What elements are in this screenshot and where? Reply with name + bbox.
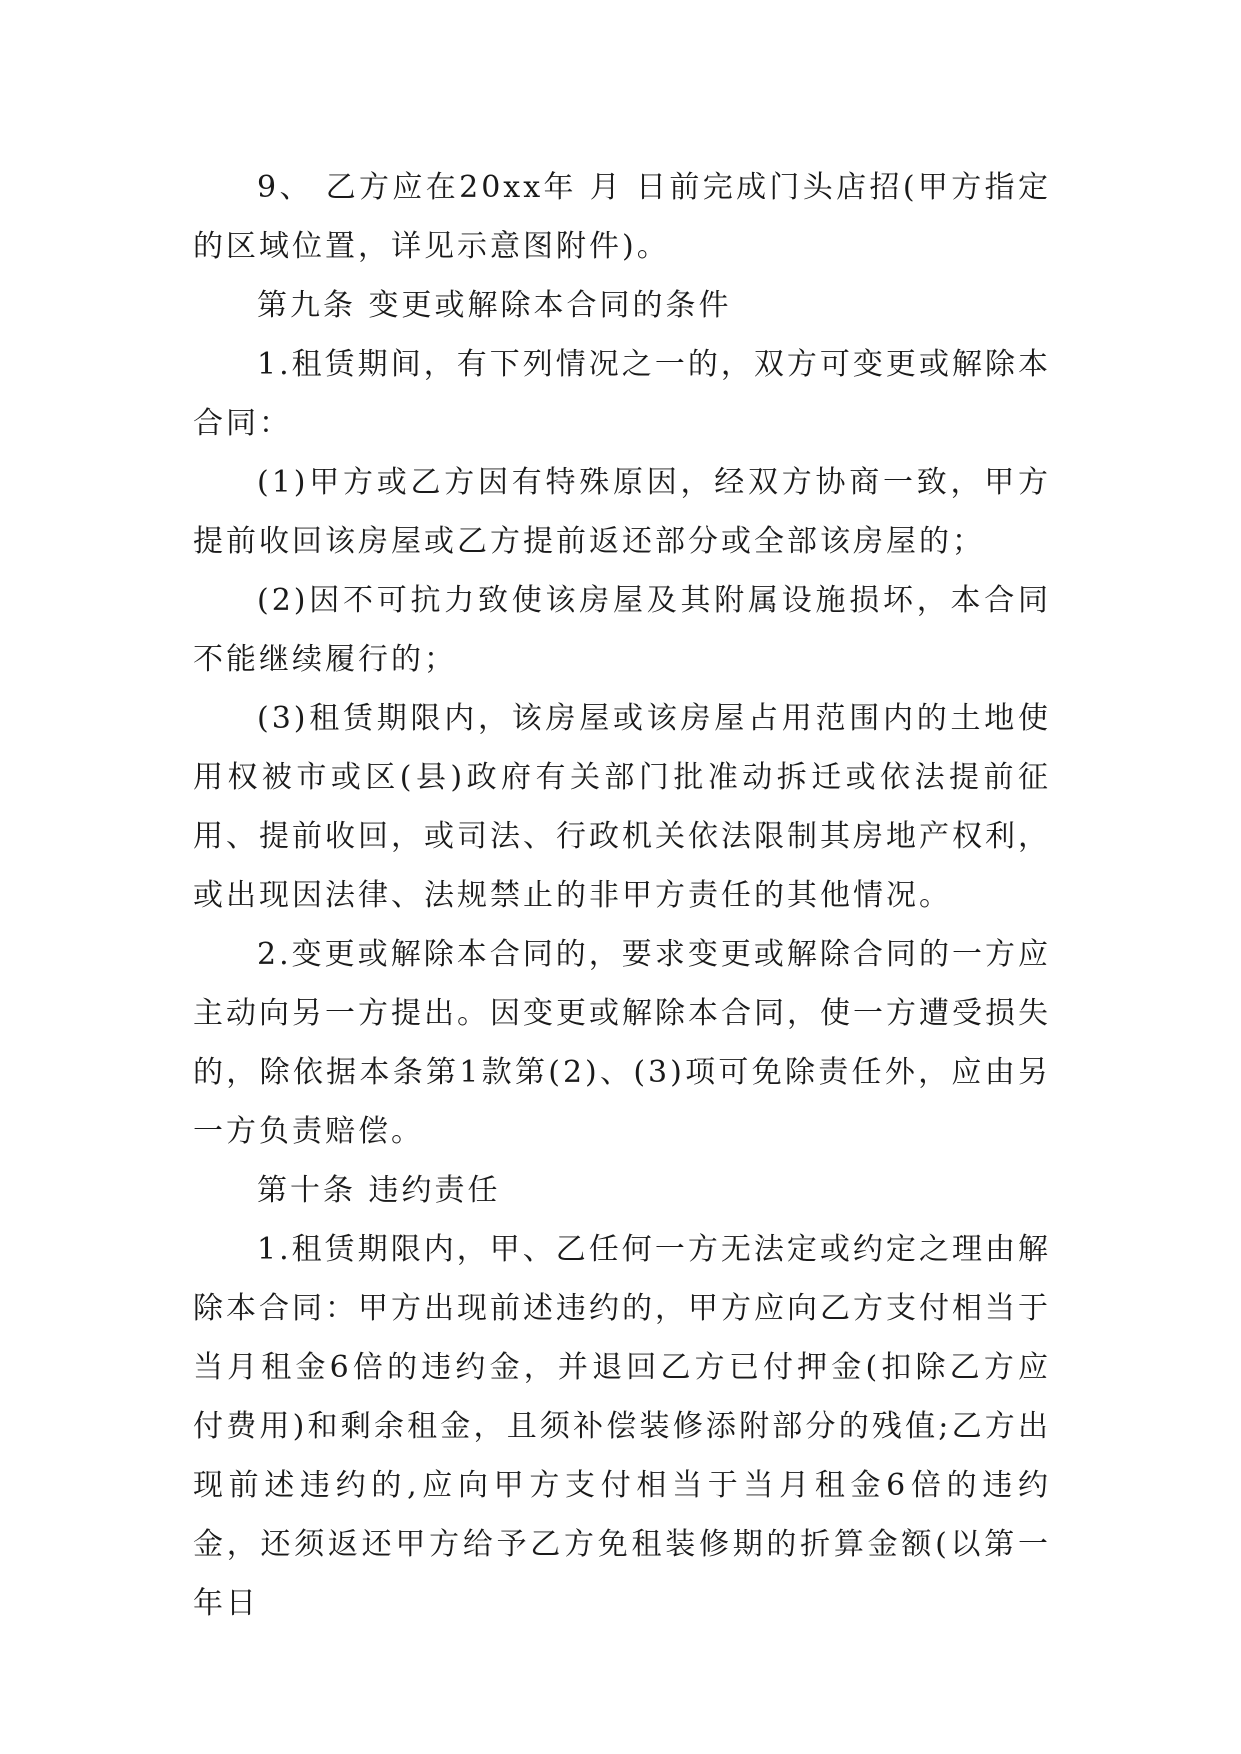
paragraph-subclause-3: (3)租赁期限内，该房屋或该房屋占用范围内的土地使用权被市或区(县)政府有关部门批准动拆迁或依法提前征用、提前收回，或司法、行政机关依法限制其房地产权利，或出现因法律、法规禁止的非甲方责任的其他情况。 [193,701,1051,913]
document-body [193,158,1051,1633]
paragraph-clause-1: 1.租赁期间，有下列情况之一的，双方可变更或解除本合同： [193,347,1051,441]
article-9-heading: 第九条 变更或解除本合同的条件 [257,288,732,323]
paragraph-clause-2: 2.变更或解除本合同的，要求变更或解除合同的一方应主动向另一方提出。因变更或解除本合同，使一方遭受损失的，除依据本条第1款第(2)、(3)项可免除责任外，应由另一方负责赔偿。 [193,937,1051,1149]
paragraph-subclause-2: (2)因不可抗力致使该房屋及其附属设施损坏，本合同不能继续履行的； [193,583,1051,677]
article-10-heading: 第十条 违约责任 [257,1173,501,1208]
paragraph-subclause-1: (1)甲方或乙方因有特殊原因，经双方协商一致，甲方提前收回该房屋或乙方提前返还部分或全部该房屋的； [193,465,1051,559]
paragraph-breach-clause-1: 1.租赁期限内，甲、乙任何一方无法定或约定之理由解除本合同：甲方出现前述违约的，甲方应向乙方支付相当于当月租金6倍的违约金，并退回乙方已付押金(扣除乙方应付费用)和剩余租金，且须补偿装修添附部分的残值;乙方出现前述违约的,应向甲方支付相当于当月租金6倍的违约金，还须返还甲方给予乙方免租装修期的折算金额(以第一年日 [193,1232,1051,1621]
paragraph-item-9: 9、 乙方应在20xx年 月 日前完成门头店招(甲方指定的区域位置，详见示意图附件)。 [193,170,1051,264]
